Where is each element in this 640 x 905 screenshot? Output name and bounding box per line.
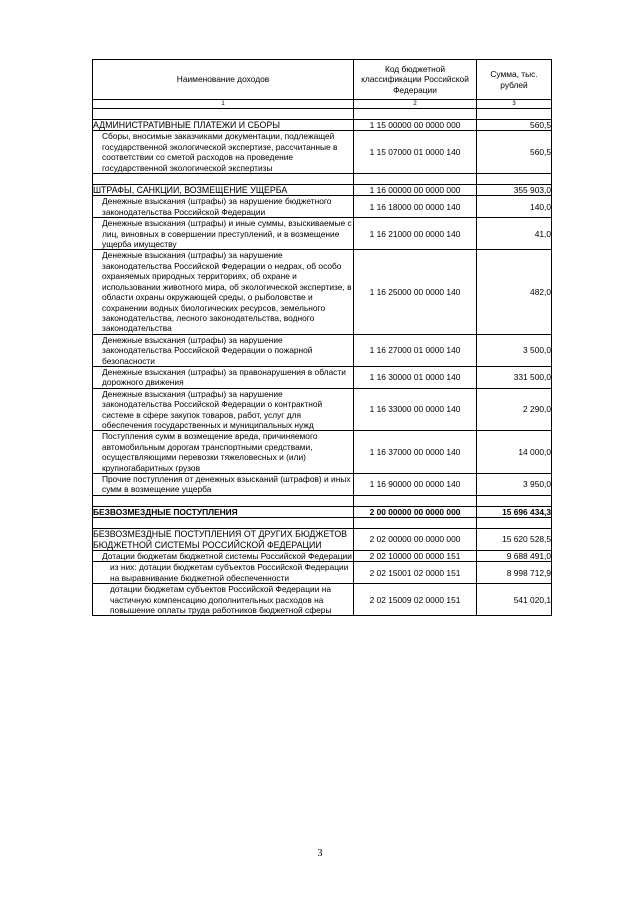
section-row: [93, 529, 552, 551]
table-row: [93, 562, 552, 584]
table-body: [93, 109, 552, 616]
amount-cell: 541 020,1: [477, 584, 552, 616]
name-cell: Денежные взыскания (штрафы) и иные суммы, взыскиваемые с лиц, виновных в совершении преступлений, и в возмещение ущерба имуществу: [93, 218, 354, 250]
name-cell: БЕЗВОЗМЕЗДНЫЕ ПОСТУПЛЕНИЯ ОТ ДРУГИХ БЮДЖЕТОВ БЮДЖЕТНОЙ СИСТЕМЫ РОССИЙСКОЙ ФЕДЕРАЦИИ: [93, 529, 354, 551]
column-number-row: [93, 100, 552, 109]
amount-cell: 140,0: [477, 196, 552, 218]
empty-cell: [354, 109, 477, 120]
table-row: [93, 431, 552, 474]
amount-cell: 355 903,0: [477, 185, 552, 196]
code-cell: 2 02 00000 00 0000 000: [354, 529, 477, 551]
empty-cell: [477, 174, 552, 185]
empty-cell: [354, 495, 477, 506]
code-cell: 1 16 27000 01 0000 140: [354, 334, 477, 366]
name-cell: Прочие поступления от денежных взысканий (штрафов) и иных сумм в возмещение ущерба: [93, 474, 354, 496]
amount-cell: 3 950,0: [477, 474, 552, 496]
column-number: 2: [354, 100, 477, 109]
name-cell: Денежные взыскания (штрафы) за нарушение законодательства Российской Федерации о контрактной системе в сфере закупок товаров, работ, услуг для обеспечения государственных и муниципальных нужд: [93, 388, 354, 431]
code-cell: 1 16 18000 00 0000 140: [354, 196, 477, 218]
table-row: [93, 131, 552, 174]
code-cell: 1 16 30000 01 0000 140: [354, 366, 477, 388]
header-amount: Сумма, тыс. рублей: [477, 60, 552, 100]
table-row: [93, 218, 552, 250]
amount-cell: 482,0: [477, 250, 552, 334]
amount-cell: 331 500,0: [477, 366, 552, 388]
empty-cell: [354, 518, 477, 529]
amount-cell: 8 998 712,9: [477, 562, 552, 584]
column-number: 3: [477, 100, 552, 109]
table-row: [93, 551, 552, 562]
spacer-row: [93, 518, 552, 529]
amount-cell: 9 688 491,0: [477, 551, 552, 562]
revenue-table: [92, 59, 552, 616]
table-row: [93, 250, 552, 334]
amount-cell: 15 620 528,5: [477, 529, 552, 551]
name-cell: Денежные взыскания (штрафы) за нарушение законодательства Российской Федерации о недрах, об особо охраняемых природных территориях, об охране и использовании животного мира, об экологической экспертизе, в области охраны окружающей среды, о рыболовстве и сохранении водных биологических ресурсов, земельного законодательства, лесного законодательства, водного законодательства: [93, 250, 354, 334]
name-cell: Поступления сумм в возмещение вреда, причиняемого автомобильным дорогам транспортными средствами, осуществляющими перевозки тяжеловесных и (или) крупногабаритных грузов: [93, 431, 354, 474]
code-cell: 1 16 25000 00 0000 140: [354, 250, 477, 334]
name-cell: Сборы, вносимые заказчиками документации, подлежащей государственной экологической экспертизе, рассчитанные в соответствии со сметой расходов на проведение государственной экологической экспертизы: [93, 131, 354, 174]
name-cell: Денежные взыскания (штрафы) за нарушение бюджетного законодательства Российской Федерации: [93, 196, 354, 218]
table-header-row: [93, 60, 552, 100]
spacer-row: [93, 495, 552, 506]
code-cell: 2 02 10000 00 0000 151: [354, 551, 477, 562]
amount-cell: 41,0: [477, 218, 552, 250]
table-row: [93, 196, 552, 218]
empty-cell: [93, 174, 354, 185]
name-cell: БЕЗВОЗМЕЗДНЫЕ ПОСТУПЛЕНИЯ: [93, 506, 354, 517]
amount-cell: 14 000,0: [477, 431, 552, 474]
empty-cell: [477, 495, 552, 506]
empty-cell: [477, 518, 552, 529]
empty-cell: [93, 518, 354, 529]
empty-cell: [93, 495, 354, 506]
section-row: [93, 185, 552, 196]
empty-cell: [93, 109, 354, 120]
page-number: 3: [317, 848, 323, 859]
code-cell: 1 15 07000 01 0000 140: [354, 131, 477, 174]
spacer-row: [93, 109, 552, 120]
empty-cell: [477, 109, 552, 120]
table-row: [93, 334, 552, 366]
amount-cell: 560,5: [477, 131, 552, 174]
table-row: [93, 474, 552, 496]
code-cell: 1 16 21000 00 0000 140: [354, 218, 477, 250]
name-cell: Дотации бюджетам бюджетной системы Российской Федерации: [93, 551, 354, 562]
amount-cell: 15 696 434,3: [477, 506, 552, 517]
table-row: [93, 366, 552, 388]
code-cell: 1 15 00000 00 0000 000: [354, 120, 477, 131]
name-cell: ШТРАФЫ, САНКЦИИ, ВОЗМЕЩЕНИЕ УЩЕРБА: [93, 185, 354, 196]
code-cell: 2 00 00000 00 0000 000: [354, 506, 477, 517]
header-name: Наименование доходов: [93, 60, 354, 100]
header-code: Код бюджетной классификации Российской Федерации: [354, 60, 477, 100]
empty-cell: [354, 174, 477, 185]
code-cell: 1 16 37000 00 0000 140: [354, 431, 477, 474]
amount-cell: 2 290,0: [477, 388, 552, 431]
column-number: 1: [93, 100, 354, 109]
code-cell: 2 02 15001 02 0000 151: [354, 562, 477, 584]
name-cell: АДМИНИСТРАТИВНЫЕ ПЛАТЕЖИ И СБОРЫ: [93, 120, 354, 131]
name-cell: из них: дотации бюджетам субъектов Российской Федерации на выравнивание бюджетной обеспеченности: [93, 562, 354, 584]
total-row: [93, 506, 552, 517]
table-row: [93, 584, 552, 616]
code-cell: 2 02 15009 02 0000 151: [354, 584, 477, 616]
code-cell: 1 16 90000 00 0000 140: [354, 474, 477, 496]
name-cell: Денежные взыскания (штрафы) за правонарушения в области дорожного движения: [93, 366, 354, 388]
code-cell: 1 16 33000 00 0000 140: [354, 388, 477, 431]
name-cell: дотации бюджетам субъектов Российской Федерации на частичную компенсацию дополнительных расходов на повышение оплаты труда работников бюджетной сферы: [93, 584, 354, 616]
amount-cell: 560,5: [477, 120, 552, 131]
code-cell: 1 16 00000 00 0000 000: [354, 185, 477, 196]
table-row: [93, 388, 552, 431]
name-cell: Денежные взыскания (штрафы) за нарушение законодательства Российской Федерации о пожарной безопасности: [93, 334, 354, 366]
spacer-row: [93, 174, 552, 185]
section-row: [93, 120, 552, 131]
amount-cell: 3 500,0: [477, 334, 552, 366]
